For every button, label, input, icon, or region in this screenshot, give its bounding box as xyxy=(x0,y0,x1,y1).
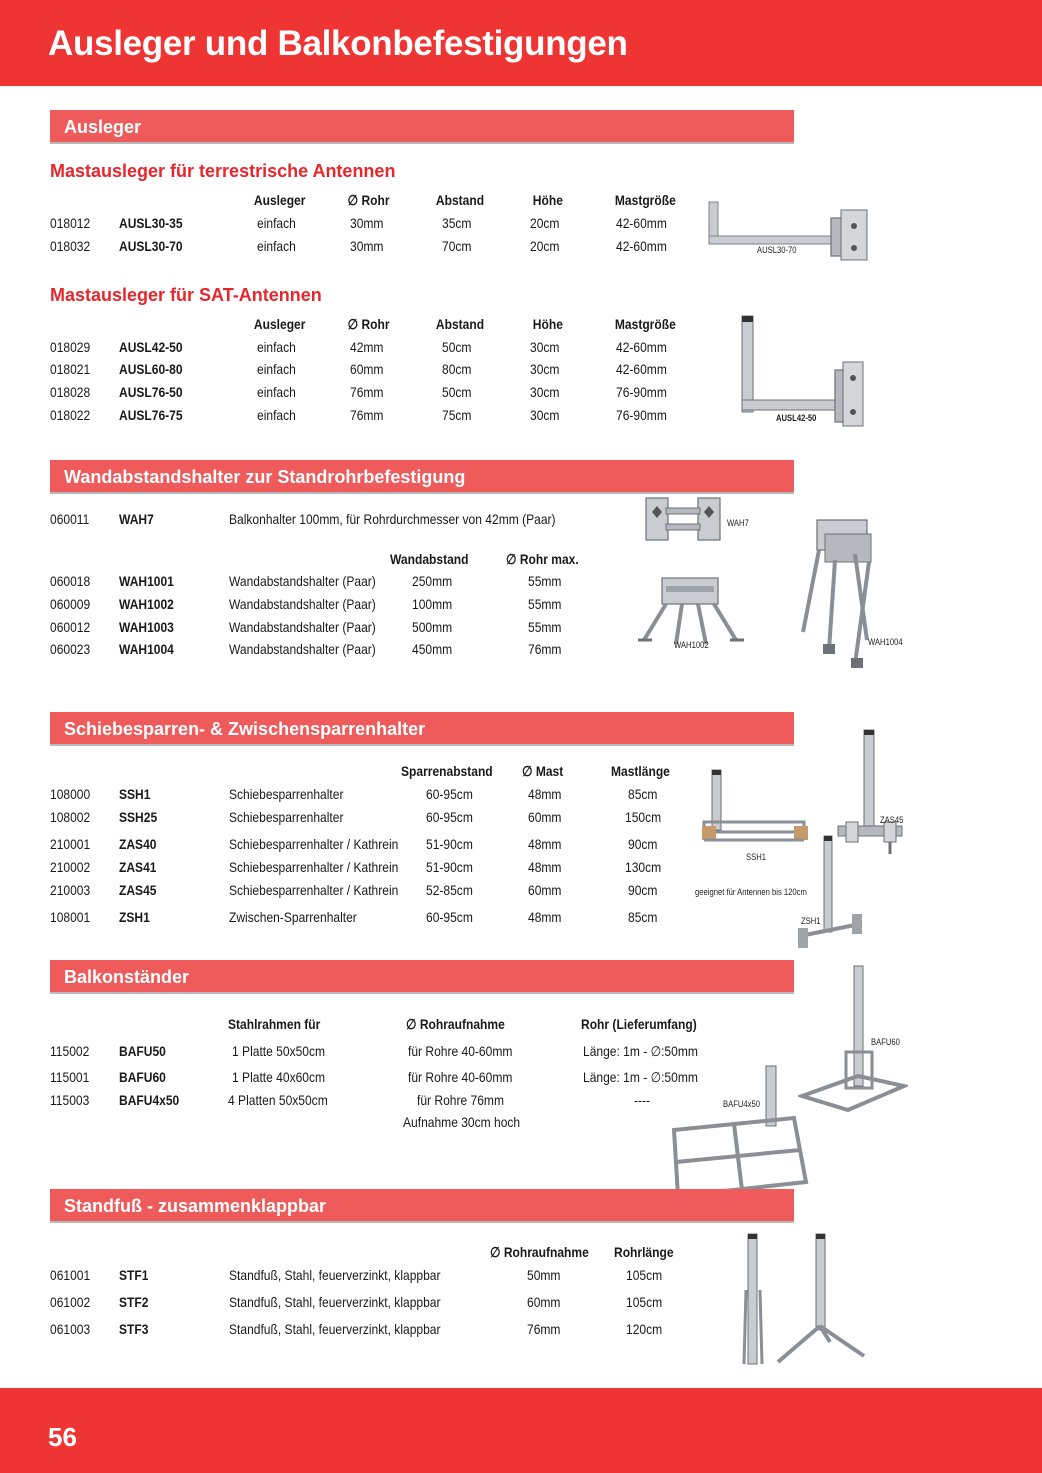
image-caption: WAH7 xyxy=(727,518,749,528)
article-number: 018028 xyxy=(50,384,91,400)
section-header-balkon: Balkonständer xyxy=(50,960,794,994)
col-header: Mastlänge xyxy=(611,763,670,779)
cell: Standfuß, Stahl, feuerverzinkt, klappbar xyxy=(229,1321,441,1337)
cell: 35cm xyxy=(442,215,472,231)
standfuss-folded-image xyxy=(738,1230,768,1370)
cell: einfach xyxy=(257,238,296,254)
product-code: ZAS45 xyxy=(119,882,157,898)
col-header: Höhe xyxy=(532,316,563,332)
cell: 20cm xyxy=(530,215,560,231)
page-title: Ausleger und Balkonbefestigungen xyxy=(48,24,628,63)
product-code: AUSL76-50 xyxy=(119,384,183,400)
section-header-ausleger: Ausleger xyxy=(50,110,794,144)
cell: Schiebesparrenhalter / Kathrein xyxy=(229,859,399,875)
cell: 76-90mm xyxy=(616,407,667,423)
article-number: 115001 xyxy=(50,1069,90,1085)
article-number: 061003 xyxy=(50,1321,91,1337)
cell: Schiebesparrenhalter xyxy=(229,786,344,802)
article-number: 018029 xyxy=(50,339,91,355)
product-code: WAH1002 xyxy=(119,596,174,612)
bafu4x50-image xyxy=(664,1062,810,1202)
cell: 30cm xyxy=(530,384,560,400)
cell: Schiebesparrenhalter xyxy=(229,809,344,825)
page-number: 56 xyxy=(48,1422,77,1452)
product-code: WAH1004 xyxy=(119,641,174,657)
cell: 75cm xyxy=(442,407,472,423)
cell: 20cm xyxy=(530,238,560,254)
product-code: WAH1003 xyxy=(119,619,174,635)
cell: Zwischen-Sparrenhalter xyxy=(229,909,357,925)
cell: 80cm xyxy=(442,361,472,377)
col-header: Höhe xyxy=(532,192,563,208)
article-number: 061002 xyxy=(50,1294,91,1310)
col-header: Rohrlänge xyxy=(614,1244,674,1260)
cell: 1 Platte 40x60cm xyxy=(232,1069,326,1085)
cell: 48mm xyxy=(528,786,562,802)
col-header: Abstand xyxy=(435,192,485,208)
product-code: BAFU60 xyxy=(119,1069,166,1085)
cell: einfach xyxy=(257,384,296,400)
article-number: 018022 xyxy=(50,407,91,423)
article-number: 060009 xyxy=(50,596,91,612)
cell: 42-60mm xyxy=(616,238,667,254)
cell: 120cm xyxy=(626,1321,663,1337)
product-code: AUSL30-70 xyxy=(119,238,183,254)
col-header: Stahlrahmen für xyxy=(228,1016,321,1032)
subtitle-sat: Mastausleger für SAT-Antennen xyxy=(50,285,322,305)
cell: 500mm xyxy=(412,619,453,635)
product-code: ZSH1 xyxy=(119,909,150,925)
col-header: ∅ Rohr max. xyxy=(506,551,579,567)
col-header: Wandabstand xyxy=(390,551,469,567)
cell: 105cm xyxy=(626,1294,663,1310)
cell: 60mm xyxy=(528,882,562,898)
article-number: 018032 xyxy=(50,238,91,254)
product-code: WAH7 xyxy=(119,511,154,527)
cell: 42mm xyxy=(350,339,384,355)
cell: Schiebesparrenhalter / Kathrein xyxy=(229,836,399,852)
cell: 1 Platte 50x50cm xyxy=(232,1043,326,1059)
cell: 76mm xyxy=(350,384,384,400)
article-number: 061001 xyxy=(50,1267,91,1283)
cell: Länge: 1m - ∅:50mm xyxy=(583,1043,698,1059)
product-code: AUSL42-50 xyxy=(119,339,183,355)
cell: 105cm xyxy=(626,1267,663,1283)
col-header: Mastgröße xyxy=(614,192,676,208)
cell: 76mm xyxy=(528,641,562,657)
cell: 76mm xyxy=(350,407,384,423)
cell: 52-85cm xyxy=(426,882,473,898)
cell: 60mm xyxy=(528,809,562,825)
image-caption: ZSH1 xyxy=(801,916,821,926)
article-number: 210001 xyxy=(50,836,91,852)
col-header: Rohr (Lieferumfang) xyxy=(581,1016,697,1032)
cell: Standfuß, Stahl, feuerverzinkt, klappbar xyxy=(229,1267,441,1283)
cell: 48mm xyxy=(528,836,562,852)
product-code: SSH1 xyxy=(119,786,151,802)
cell: 30mm xyxy=(350,215,384,231)
subtitle-terrestrisch: Mastausleger für terrestrische Antennen xyxy=(50,161,396,181)
cell: 55mm xyxy=(528,619,562,635)
cell: für Rohre 40-60mm xyxy=(408,1043,513,1059)
product-code: ZAS40 xyxy=(119,836,157,852)
cell: für Rohre 76mm xyxy=(417,1092,504,1108)
cell: Schiebesparrenhalter / Kathrein xyxy=(229,882,399,898)
cell: 4 Platten 50x50cm xyxy=(228,1092,328,1108)
cell: Standfuß, Stahl, feuerverzinkt, klappbar xyxy=(229,1294,441,1310)
product-code: BAFU4x50 xyxy=(119,1092,180,1108)
section-header-wand: Wandabstandshalter zur Standrohrbefestigung xyxy=(50,460,794,494)
cell: 60-95cm xyxy=(426,909,473,925)
cell: 30cm xyxy=(530,361,560,377)
col-header: ∅ Mast xyxy=(522,763,564,779)
cell: 60mm xyxy=(350,361,384,377)
cell: einfach xyxy=(257,339,296,355)
page-footer-bar xyxy=(0,1388,1042,1473)
image-caption: WAH1004 xyxy=(868,637,903,647)
cell: 50mm xyxy=(527,1267,561,1283)
product-code: WAH1001 xyxy=(119,573,174,589)
cell: 85cm xyxy=(628,909,658,925)
cell: einfach xyxy=(257,407,296,423)
image-caption: BAFU60 xyxy=(871,1037,900,1047)
product-code: BAFU50 xyxy=(119,1043,166,1059)
col-header: Ausleger xyxy=(253,316,306,332)
cell: 42-60mm xyxy=(616,339,667,355)
article-number: 115003 xyxy=(50,1092,90,1108)
cell: 76mm xyxy=(527,1321,561,1337)
cell: 60-95cm xyxy=(426,786,473,802)
cell: einfach xyxy=(257,215,296,231)
product-code: STF3 xyxy=(119,1321,149,1337)
cell: 450mm xyxy=(412,641,453,657)
cell: 100mm xyxy=(412,596,453,612)
product-code: STF2 xyxy=(119,1294,149,1310)
col-header: ∅ Rohr xyxy=(347,192,390,208)
cell: einfach xyxy=(257,361,296,377)
image-caption: SSH1 xyxy=(746,852,766,862)
cell: 50cm xyxy=(442,384,472,400)
wah1004-image xyxy=(795,514,895,672)
article-number: 018021 xyxy=(50,361,91,377)
col-header: ∅ Rohr xyxy=(347,316,390,332)
col-header: Sparrenabstand xyxy=(401,763,493,779)
cell: 55mm xyxy=(528,596,562,612)
article-number: 210003 xyxy=(50,882,91,898)
col-header: ∅ Rohraufnahme xyxy=(406,1016,505,1032)
article-number: 018012 xyxy=(50,215,91,231)
standfuss-open-image xyxy=(770,1230,870,1370)
image-caption: WAH1002 xyxy=(674,640,709,650)
article-number: 108002 xyxy=(50,809,91,825)
cell: 48mm xyxy=(528,909,562,925)
cell: Balkonhalter 100mm, für Rohrdurchmesser von 42mm (Paar) xyxy=(229,511,556,527)
cell: 85cm xyxy=(628,786,658,802)
image-caption: AUSL30-70 xyxy=(757,245,797,255)
cell: 130cm xyxy=(625,859,662,875)
cell: Wandabstandshalter (Paar) xyxy=(229,619,376,635)
article-number: 210002 xyxy=(50,859,91,875)
product-code: AUSL30-35 xyxy=(119,215,183,231)
ausleger-terrestrisch-image xyxy=(705,196,875,266)
wah7-image xyxy=(642,494,730,544)
cell: 30cm xyxy=(530,339,560,355)
section-header-sparren: Schiebesparren- & Zwischensparrenhalter xyxy=(50,712,794,746)
cell: 42-60mm xyxy=(616,361,667,377)
cell: Länge: 1m - ∅:50mm xyxy=(583,1069,698,1085)
col-header: Ausleger xyxy=(253,192,306,208)
col-header: ∅ Rohraufnahme xyxy=(490,1244,589,1260)
note-text: Aufnahme 30cm hoch xyxy=(403,1114,521,1130)
cell: Wandabstandshalter (Paar) xyxy=(229,641,376,657)
cell: 60-95cm xyxy=(426,809,473,825)
cell: 70cm xyxy=(442,238,472,254)
cell: 48mm xyxy=(528,859,562,875)
product-code: SSH25 xyxy=(119,809,158,825)
cell: 30cm xyxy=(530,407,560,423)
article-number: 115002 xyxy=(50,1043,90,1059)
cell: für Rohre 40-60mm xyxy=(408,1069,513,1085)
cell: 76-90mm xyxy=(616,384,667,400)
article-number: 060023 xyxy=(50,641,91,657)
cell: 60mm xyxy=(527,1294,561,1310)
cell: 50cm xyxy=(442,339,472,355)
article-number: 060018 xyxy=(50,573,91,589)
col-header: Mastgröße xyxy=(614,316,676,332)
product-code: AUSL60-80 xyxy=(119,361,183,377)
image-note: geeignet für Antennen bis 120cm xyxy=(695,887,807,897)
article-number: 060011 xyxy=(50,511,90,527)
cell: 250mm xyxy=(412,573,453,589)
cell: 42-60mm xyxy=(616,215,667,231)
image-caption: AUSL42-50 xyxy=(776,413,817,423)
col-header: Abstand xyxy=(435,316,485,332)
cell: 90cm xyxy=(628,882,658,898)
article-number: 108000 xyxy=(50,786,91,802)
cell: 150cm xyxy=(625,809,662,825)
zsh1-image xyxy=(790,832,870,954)
cell: Wandabstandshalter (Paar) xyxy=(229,596,376,612)
cell: ---- xyxy=(634,1092,651,1108)
image-caption: BAFU4x50 xyxy=(723,1099,761,1109)
image-caption: ZAS45 xyxy=(880,815,904,825)
product-code: ZAS41 xyxy=(119,859,157,875)
cell: 51-90cm xyxy=(426,859,473,875)
page-header-bar xyxy=(0,0,1042,86)
section-header-standfuss: Standfuß - zusammenklappbar xyxy=(50,1189,794,1223)
article-number: 060012 xyxy=(50,619,91,635)
cell: 55mm xyxy=(528,573,562,589)
cell: Wandabstandshalter (Paar) xyxy=(229,573,376,589)
product-code: STF1 xyxy=(119,1267,149,1283)
article-number: 108001 xyxy=(50,909,91,925)
product-code: AUSL76-75 xyxy=(119,407,183,423)
cell: 90cm xyxy=(628,836,658,852)
cell: 30mm xyxy=(350,238,384,254)
cell: 51-90cm xyxy=(426,836,473,852)
